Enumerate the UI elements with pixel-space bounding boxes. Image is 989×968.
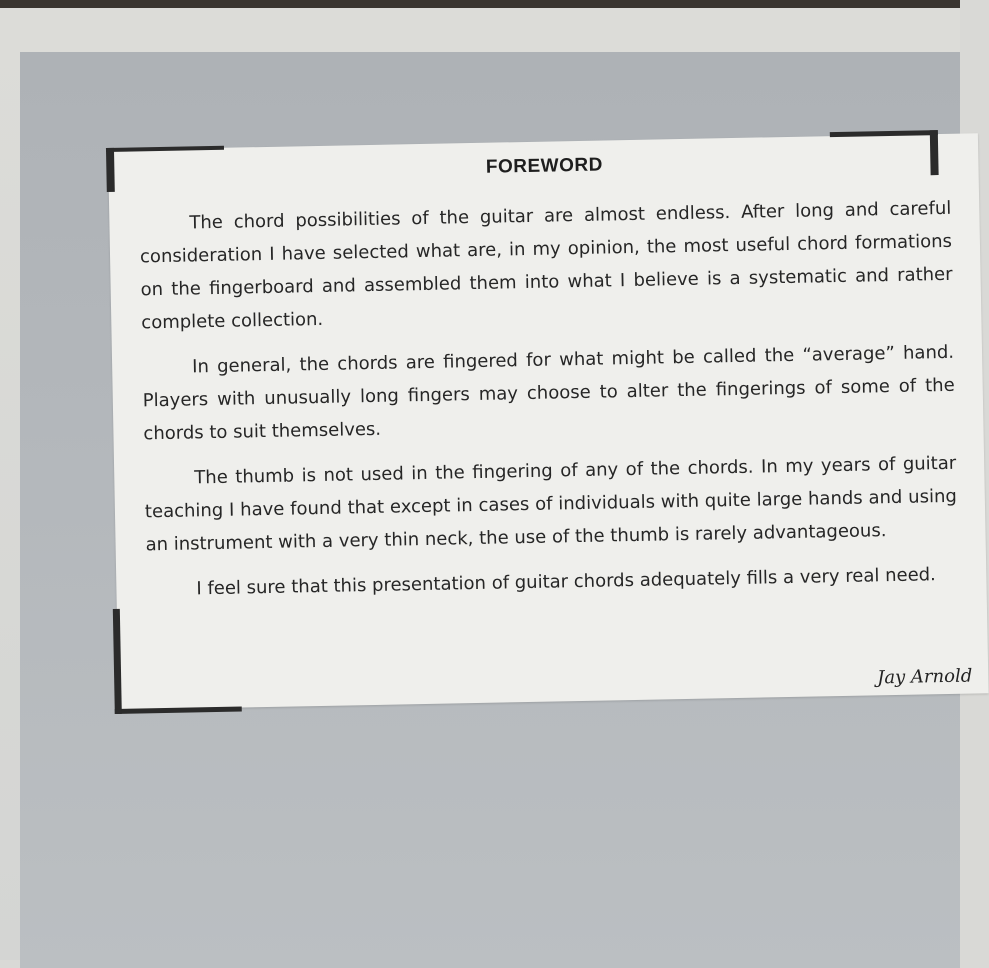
foreword-card (108, 133, 989, 710)
foreword-paragraph-3: The thumb is not used in the fingering of any of the chords. In my years of guitar teaching I have found that except in cases of individuals with quite large hands and using an instrument with a very thin neck, the use of the thumb is rarely advantageous. (144, 452, 958, 556)
foreword-title: FOREWORD (485, 154, 604, 178)
foreword-paragraph-4: I feel sure that this presentation of guitar chords adequately fills a very real need. (196, 564, 937, 600)
foreword-content (138, 148, 973, 689)
foreword-paragraph-1: The chord possibilities of the guitar are almost endless. After long and careful consideration I have selected what are, in my opinion, the most useful chord formations on the fingerboard and assembled them into what I believe is a systematic and rather complete collection. (139, 197, 953, 334)
foreword-paragraph-2: In general, the chords are fingered for what might be called the “average” hand. Players with unusually long fingers may choose to alter the fingerings of some of the chords to suit themselves. (142, 341, 955, 445)
photo-corner-bottom-left (113, 607, 242, 714)
author-signature: Jay Arnold (876, 665, 973, 689)
background-top-edge (0, 0, 960, 8)
